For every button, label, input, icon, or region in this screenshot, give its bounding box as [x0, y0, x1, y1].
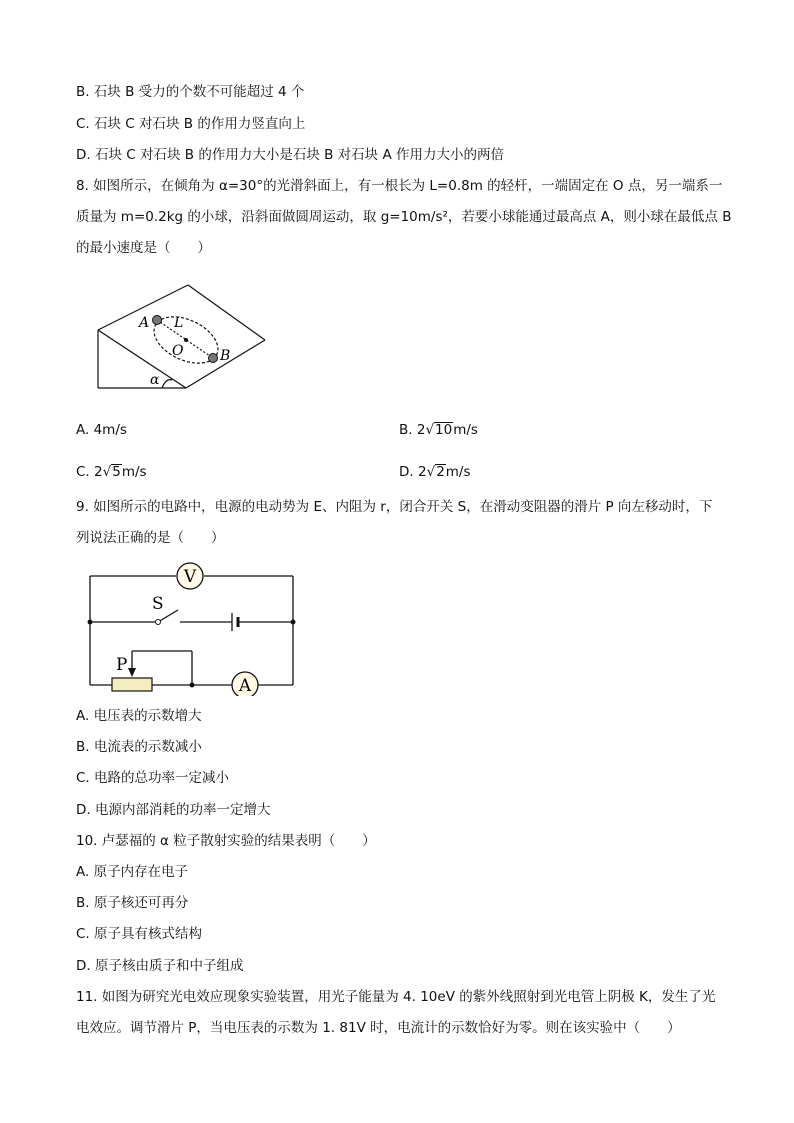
q9-option-b: B. 电流表的示数减小	[76, 739, 202, 755]
q10-option-b: B. 原子核还可再分	[76, 895, 189, 911]
junction-bottom	[190, 683, 195, 688]
ammeter-label: A	[238, 676, 252, 696]
q9-option-a: A. 电压表的示数增大	[76, 708, 202, 724]
q9-option-c: C. 电路的总功率一定减小	[76, 770, 230, 786]
q7-option-c: C. 石块 C 对石块 B 的作用力竖直向上	[76, 116, 306, 132]
rheostat-body	[112, 678, 152, 691]
pivot-point-o	[184, 338, 188, 342]
q10-stem: 10. 卢瑟福的 α 粒子散射实验的结果表明（ ）	[76, 833, 376, 849]
q9-stem-line2: 列说法正确的是（ ）	[76, 530, 225, 546]
q9-circuit-figure	[82, 561, 302, 696]
alpha-angle-arc	[162, 380, 172, 388]
incline-slope-edge	[98, 330, 186, 388]
q9-option-d: D. 电源内部消耗的功率一定增大	[76, 802, 271, 818]
q8-option-d-radicand: 2	[436, 464, 445, 480]
q8-stem-line1: 8. 如图所示，在倾角为 α=30°的光滑斜面上，有一根长为 L=0.8m 的轻杆，一端固定在 O 点，另一端系一	[76, 178, 723, 194]
q8-option-d-prefix: D. 2	[399, 464, 427, 480]
ball-a	[153, 316, 162, 325]
q8-option-b-radicand: 10	[435, 422, 453, 438]
q11-stem-line2: 电效应。调节滑片 P，当电压表的示数为 1. 81V 时，电流计的示数恰好为零。则在该实验中（ ）	[76, 1020, 681, 1036]
slider-arrowhead	[128, 668, 136, 677]
label-alpha: α	[150, 372, 160, 388]
label-b: B	[220, 348, 231, 364]
q8-option-b-unit: m/s	[453, 422, 478, 438]
voltmeter-label: V	[183, 567, 197, 587]
q8-option-d-unit: m/s	[445, 464, 471, 480]
switch-label: S	[152, 594, 164, 614]
junction-right	[291, 620, 296, 625]
q10-option-d: D. 原子核由质子和中子组成	[76, 958, 244, 974]
q8-option-c-radicand: 5	[112, 464, 121, 480]
q9-stem-line1: 9. 如图所示的电路中，电源的电动势为 E、内阻为 r，闭合开关 S，在滑动变阻器的滑片 P 向左移动时，下	[76, 499, 713, 515]
sqrt-sign: √	[425, 422, 435, 438]
q8-incline-figure	[90, 282, 280, 394]
switch-contact	[156, 620, 161, 625]
q10-option-c: C. 原子具有核式结构	[76, 926, 203, 942]
slider-label: P	[116, 655, 128, 675]
q8-option-b-prefix: B. 2	[399, 422, 426, 438]
q8-option-c-prefix: C. 2	[76, 464, 103, 480]
q8-option-a: A. 4m/s	[76, 422, 127, 438]
q7-option-b: B. 石块 B 受力的个数不可能超过 4 个	[76, 84, 305, 100]
q11-stem-line1: 11. 如图为研究光电效应现象实验装置，用光子能量为 4. 10eV 的紫外线照射到光电管上阴极 K，发生了光	[76, 989, 716, 1005]
q7-option-d: D. 石块 C 对石块 B 的作用力大小是石块 B 对石块 A 作用力大小的两倍	[76, 147, 504, 163]
q8-option-c-unit: m/s	[121, 464, 147, 480]
label-o: O	[172, 343, 184, 359]
incline-right-edge	[188, 285, 265, 340]
label-a: A	[139, 315, 150, 331]
q8-option-b	[399, 420, 478, 440]
label-l: L	[174, 315, 184, 331]
sqrt-sign: √	[426, 464, 436, 480]
q8-stem-line2: 质量为 m=0.2kg 的小球，沿斜面做圆周运动，取 g=10m/s²，若要小球能通过最高点 A，则小球在最低点 B	[76, 209, 732, 225]
q8-option-d	[399, 462, 471, 482]
q8-stem-line3: 的最小速度是（ ）	[76, 240, 211, 256]
ball-b	[209, 354, 218, 363]
sqrt-sign: √	[102, 464, 112, 480]
q8-option-c	[76, 462, 147, 482]
junction-left	[88, 620, 93, 625]
q10-option-a: A. 原子内存在电子	[76, 864, 189, 880]
